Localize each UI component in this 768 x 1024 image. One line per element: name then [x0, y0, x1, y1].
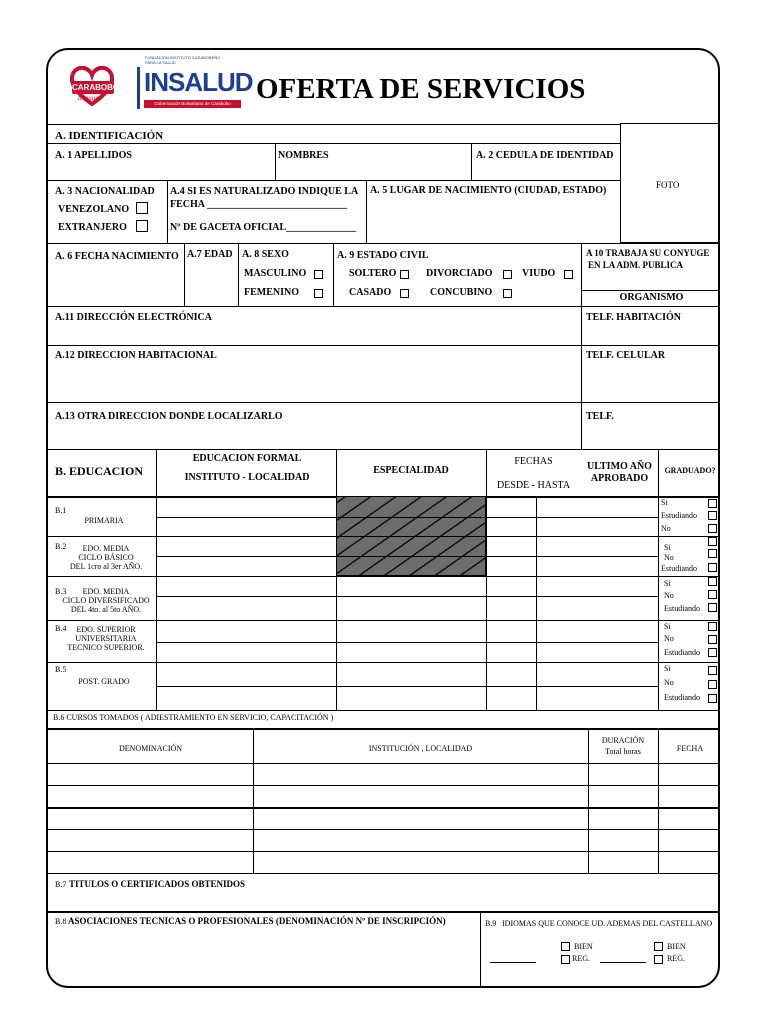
- carabobo-logo-text: CARABOBO: [72, 83, 120, 92]
- grid-line: [48, 536, 720, 537]
- insalud-logo-caption: FUNDACIÓN INSTITUTO CARABOBEÑO PARA LA SALUD: [145, 55, 221, 65]
- educacion-formal-header: EDUCACION FORMAL: [192, 453, 302, 464]
- grid-line: [658, 449, 659, 711]
- fecha-header: FECHA: [676, 744, 704, 753]
- grid-line: [48, 851, 720, 852]
- concubino-checkbox[interactable]: [503, 289, 512, 298]
- grid-line: [156, 642, 658, 643]
- b3-no-checkbox[interactable]: [708, 590, 717, 599]
- direccion-habitacional-label: A.12 DIRECCION HABITACIONAL: [55, 350, 217, 361]
- grid-line: [471, 143, 472, 180]
- idioma1-reg-checkbox[interactable]: [561, 955, 570, 964]
- duracion-header-line1: DURACIÓN: [601, 736, 645, 745]
- venezolano-label: VENEZOLANO: [58, 204, 130, 215]
- idiomas-label: IDIOMAS QUE CONOCE UD. ADEMAS DEL CASTELLANO: [502, 919, 713, 928]
- idioma2-bien-checkbox[interactable]: [654, 942, 663, 951]
- idioma1-reg-label: REG.: [572, 954, 590, 963]
- b5-estudiando-checkbox[interactable]: [708, 694, 717, 703]
- otra-direccion-label: A.13 OTRA DIRECCION DONDE LOCALIZARLO: [55, 411, 283, 422]
- idioma2-reg-label: REG.: [667, 954, 685, 963]
- b2-estudiando-checkbox[interactable]: [708, 563, 717, 572]
- soltero-label: SOLTERO: [349, 268, 397, 279]
- row-b2-label-line3: DEL 1cro al 3er AÑO.: [69, 562, 143, 571]
- page-title: OFERTA DE SERVICIOS: [256, 73, 586, 105]
- row-b5-code: B.5: [55, 665, 67, 674]
- grid-line: [156, 596, 658, 597]
- carabobo-logo-tagline: te quiere: [78, 94, 103, 102]
- idioma2-bien-label: BIEN: [667, 942, 686, 951]
- grid-line: [48, 873, 720, 874]
- grid-line: [184, 243, 185, 306]
- row-b3-code: B.3: [55, 587, 67, 596]
- b1-estudiando-checkbox[interactable]: [708, 511, 717, 520]
- grid-line: [48, 402, 720, 403]
- telf-habitacion-label: TELF. HABITACIÓN: [586, 312, 682, 323]
- grid-line: [48, 576, 720, 577]
- telf-label: TELF.: [586, 411, 614, 422]
- telf-celular-label: TELF. CELULAR: [586, 350, 666, 361]
- b2-extra-checkbox[interactable]: [708, 537, 717, 546]
- idioma1-bien-checkbox[interactable]: [561, 942, 570, 951]
- b3-si-checkbox[interactable]: [708, 577, 717, 586]
- logo-divider: [137, 67, 140, 109]
- b1-no-checkbox[interactable]: [708, 524, 717, 533]
- section-b-title: B. EDUCACION: [55, 464, 144, 478]
- asociaciones-label: ASOCIACIONES TECNICAS O PROFESIONALES (DENOMINACIÓN Nº DE INSCRIPCIÓN): [68, 916, 446, 926]
- grid-line: [48, 180, 620, 181]
- b5-no-label: No: [664, 678, 674, 687]
- naturalizado-label: A.4 SI ES NATURALIZADO INDIQUE LA: [170, 186, 359, 197]
- divorciado-checkbox[interactable]: [503, 270, 512, 279]
- b3-estudiando-label: Estudiando: [664, 604, 700, 613]
- masculino-checkbox[interactable]: [314, 270, 323, 279]
- ultimo-ano-header-line2: APROBADO: [590, 473, 649, 484]
- form-sheet: [46, 48, 720, 988]
- grid-line: [156, 517, 658, 518]
- row-b4-code: B.4: [55, 624, 67, 633]
- grid-line: [48, 124, 620, 125]
- row-b4-label-line3: TECNICO SUPERIOR.: [67, 643, 145, 652]
- b2-si-checkbox[interactable]: [708, 549, 717, 558]
- titulos-code: B.7: [55, 880, 67, 889]
- idioma1-bien-label: BIEN: [574, 942, 593, 951]
- fechas-header: FECHAS: [514, 456, 553, 467]
- grid-line: [48, 449, 720, 450]
- grid-line: [48, 620, 720, 621]
- fecha-nacimiento-label: A. 6 FECHA NACIMIENTO: [55, 251, 179, 262]
- b1-si-checkbox[interactable]: [708, 499, 717, 508]
- grid-line: [366, 180, 367, 244]
- organismo-label: ORGANISMO: [619, 292, 684, 303]
- insalud-logo-subtitle: Gobernación Bolivariana de Carabobo: [144, 100, 241, 108]
- b2-no-label: No: [664, 553, 674, 562]
- row-b3-label-line2: CICLO DIVERSIFICADO: [62, 596, 150, 605]
- b4-no-label: No: [664, 634, 674, 643]
- grid-line: [48, 243, 720, 244]
- row-b1-code: B.1: [55, 506, 67, 515]
- duracion-header-line2: Total horas: [605, 747, 641, 756]
- cedula-label: A. 2 CEDULA DE IDENTIDAD: [476, 150, 614, 161]
- soltero-checkbox[interactable]: [400, 270, 409, 279]
- b5-si-label: Si: [664, 664, 671, 673]
- row-b2-label-line2: CICLO BÁSICO: [78, 553, 134, 562]
- row-b5-label: POST. GRADO: [78, 677, 130, 686]
- instituto-localidad-header: INSTITUTO - LOCALIDAD: [184, 472, 310, 483]
- b4-estudiando-checkbox[interactable]: [708, 648, 717, 657]
- section-a-title: A. IDENTIFICACIÓN: [55, 130, 164, 142]
- b5-no-checkbox[interactable]: [708, 680, 717, 689]
- graduado-header: GRADUADO?: [664, 466, 716, 475]
- sexo-label: A. 8 SEXO: [242, 249, 289, 260]
- b1-si-label: Si: [661, 498, 668, 507]
- row-b2-label-line1: EDO. MEDIA: [82, 544, 130, 553]
- direccion-electronica-label: A.11 DIRECCIÓN ELECTRÓNICA: [55, 312, 212, 323]
- extranjero-label: EXTRANJERO: [58, 222, 127, 233]
- row-b4-label-line1: EDO. SUPERIOR: [76, 625, 136, 634]
- grid-line: [156, 686, 658, 687]
- apellidos-label: A. 1 APELLIDOS: [55, 150, 132, 161]
- grid-line: [333, 243, 334, 306]
- grid-line: [48, 728, 720, 730]
- venezolano-checkbox[interactable]: [136, 202, 148, 214]
- grid-line: [167, 180, 168, 244]
- grid-line: [536, 496, 537, 711]
- grid-line: [48, 710, 720, 711]
- femenino-checkbox[interactable]: [314, 289, 323, 298]
- b4-no-checkbox[interactable]: [708, 635, 717, 644]
- denominacion-header: DENOMINACIÓN: [118, 744, 183, 753]
- b4-si-label: Si: [664, 622, 671, 631]
- nacionalidad-label: A. 3 NACIONALIDAD: [55, 186, 155, 197]
- grid-line: [48, 143, 620, 144]
- viudo-checkbox[interactable]: [564, 270, 573, 279]
- b5-si-checkbox[interactable]: [708, 666, 717, 675]
- lugar-nacimiento-label: A. 5 LUGAR DE NACIMIENTO (CIUDAD, ESTADO): [370, 185, 607, 196]
- cursos-section-title: B.6 CURSOS TOMADOS ( ADIESTRAMIENTO EN SERVICIO, CAPACITACIÓN ): [53, 713, 334, 722]
- idiomas-code: B.9: [485, 919, 497, 928]
- concubino-label: CONCUBINO: [430, 287, 493, 298]
- b5-estudiando-label: Estudiando: [664, 693, 700, 702]
- conyuge-label-line2: EN LA ADM. PUBLICA: [588, 260, 684, 270]
- casado-label: CASADO: [349, 287, 392, 298]
- grid-line: [48, 662, 720, 663]
- photo-label: FOTO: [656, 180, 680, 190]
- idioma1-line[interactable]: [490, 962, 536, 963]
- especialidad-header: ESPECIALIDAD: [373, 465, 449, 476]
- grid-line: [581, 243, 582, 450]
- b3-si-label: Si: [664, 579, 671, 588]
- asociaciones-code: B.8: [55, 917, 67, 926]
- idioma2-line[interactable]: [600, 962, 646, 963]
- grid-line: [48, 763, 720, 764]
- grid-line: [48, 306, 720, 307]
- row-b3-label-line3: DEL 4to. al 5to AÑO.: [70, 605, 142, 614]
- desde-hasta-header: DESDE - HASTA: [496, 480, 571, 491]
- row-b1-label: PRIMARIA: [84, 516, 124, 525]
- b3-no-label: No: [664, 591, 674, 600]
- b4-estudiando-label: Estudiando: [664, 648, 700, 657]
- row-b3-label-line1: EDO. MEDIA: [82, 587, 130, 596]
- b1-no-label: No: [661, 524, 671, 533]
- grid-line: [336, 449, 337, 711]
- grid-line: [581, 290, 720, 291]
- titulos-label: TITULOS O CERTIFICADOS OBTENIDOS: [69, 879, 245, 889]
- casado-checkbox[interactable]: [400, 289, 409, 298]
- divorciado-label: DIVORCIADO: [426, 268, 493, 279]
- institucion-header: INSTITUCIÓN , LOCALIDAD: [368, 744, 473, 753]
- estado-civil-label: A. 9 ESTADO CIVIL: [337, 250, 429, 261]
- edad-label: A.7 EDAD: [187, 249, 233, 260]
- nombres-label: NOMBRES: [278, 150, 329, 161]
- grid-line: [275, 143, 276, 180]
- grid-line: [480, 911, 481, 988]
- row-b2-code: B.2: [55, 542, 67, 551]
- b3-estudiando-checkbox[interactable]: [708, 603, 717, 612]
- extranjero-checkbox[interactable]: [136, 220, 148, 232]
- b2-si-label: Si: [664, 543, 671, 552]
- femenino-label: FEMENINO: [244, 287, 299, 298]
- grid-line: [48, 807, 720, 809]
- ultimo-ano-header-line1: ULTIMO AÑO: [587, 461, 652, 472]
- fecha-naturalizacion-field[interactable]: FECHA ____________________________: [170, 199, 347, 210]
- viudo-label: VIUDO: [522, 268, 556, 279]
- grid-line: [156, 449, 157, 711]
- b2-estudiando-label: Estudiando: [661, 564, 697, 573]
- b1-estudiando-label: Estudiando: [661, 511, 697, 520]
- grid-line: [48, 785, 720, 786]
- grid-line: [48, 911, 720, 913]
- grid-line: [238, 243, 239, 306]
- grid-line: [48, 345, 720, 346]
- grid-line: [486, 449, 487, 711]
- grid-line: [156, 556, 658, 557]
- conyuge-label-line1: A 10 TRABAJA SU CONYUGE: [586, 248, 710, 258]
- gaceta-oficial-field[interactable]: Nº DE GACETA OFICIAL______________: [170, 222, 357, 233]
- masculino-label: MASCULINO: [244, 268, 307, 279]
- idioma2-reg-checkbox[interactable]: [654, 955, 663, 964]
- grid-line: [48, 829, 720, 830]
- row-b4-label-line2: UNIVERSITARIA: [75, 634, 137, 643]
- b4-si-checkbox[interactable]: [708, 622, 717, 631]
- insalud-logo-text: INSALUD: [144, 67, 253, 97]
